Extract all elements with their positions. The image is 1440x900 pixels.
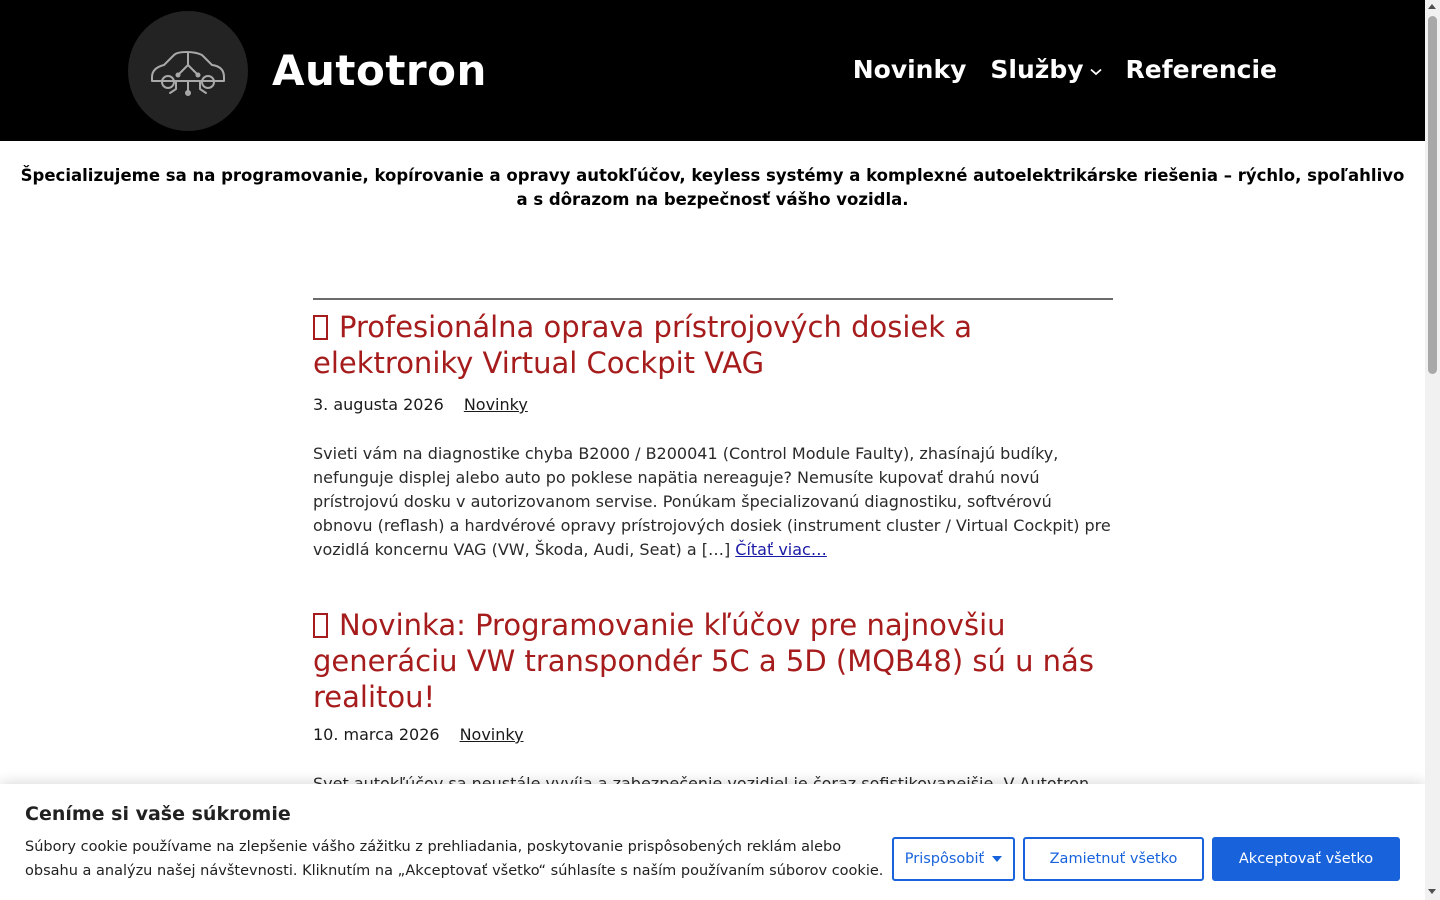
cookie-text: Súbory cookie používame na zlepšenie vášho zážitku z prehliadania, poskytovanie prispôsobených reklám alebo obsahu a analýzu našej návštevnosti. Kliknutím na „Akceptovať všetko“ súhlasíte s naším používaním súborov cookie. — [25, 839, 884, 879]
cookie-customize-button[interactable] — [892, 837, 1015, 881]
post-title-text: Profesionálna oprava prístrojových dosiek a elektroniky Virtual Cockpit VAG — [313, 310, 973, 380]
cookie-reject-all-button[interactable]: Zamietnuť všetko — [1023, 837, 1204, 881]
nav-item-label: Novinky — [852, 55, 967, 84]
post-title-text: Novinka: Programovanie kľúčov pre najnovšiu generáciu VW transpondér 5C a 5D (MQB48) sú u nás realitou! — [313, 608, 1094, 714]
site-header — [0, 0, 1425, 141]
main-navigation — [853, 52, 1277, 88]
post-item — [313, 309, 1113, 562]
post-list — [313, 298, 1113, 796]
cookie-accept-all-button[interactable]: Akceptovať všetko — [1212, 837, 1400, 881]
post-item — [313, 607, 1113, 796]
post-excerpt-text: Svieti vám na diagnostike chyba B2000 / B200041 (Control Module Faulty), zhasínajú budíky, nefunguje displej alebo auto po poklese napätia nereaguje? Nemusíte kupovať drahú novú prístrojovú dosku v autorizovanom servise. Ponúkam špecializovanú diagnostiku, softvérovú obnovu (reflash) a hardvérové opravy prístrojových dosiek (instrument cluster / Virtual Cockpit) pre vozidlá koncernu VAG (VW, Škoda, Audi, Seat) a […] — [313, 444, 1111, 559]
post-category-link[interactable]: Novinky — [463, 395, 528, 414]
post-meta — [313, 724, 1113, 746]
caret-down-icon — [992, 856, 1002, 862]
post-excerpt — [313, 442, 1113, 562]
post-date: 3. augusta 2026 — [313, 395, 444, 414]
missing-glyph-icon — [313, 613, 328, 638]
post-date: 10. marca 2026 — [313, 725, 440, 744]
nav-item-sluzby[interactable] — [990, 52, 1101, 88]
post-meta — [313, 394, 1113, 416]
cookie-customize-label: Prispôsobiť — [904, 851, 985, 867]
site-logo[interactable] — [128, 11, 248, 131]
chevron-down-icon — [1090, 68, 1102, 76]
post-category-link[interactable]: Novinky — [459, 725, 524, 744]
missing-glyph-icon — [313, 315, 328, 340]
nav-item-referencie[interactable] — [1126, 52, 1277, 88]
nav-item-novinky[interactable] — [853, 52, 967, 88]
cookie-consent-banner — [0, 784, 1425, 900]
cookie-title: Ceníme si vaše súkromie — [25, 803, 291, 825]
car-circuit-logo-icon — [148, 45, 228, 97]
scroll-down-arrow-icon[interactable] — [1428, 889, 1436, 894]
post-title-link[interactable] — [313, 607, 1113, 715]
nav-item-label: Referencie — [1125, 55, 1277, 84]
site-tagline: Špecializujeme sa na programovanie, kopírovanie a opravy autokľúčov, keyless systémy a komplexné autoelektrikárske riešenia – rýchlo, spoľahlivo a s dôrazom na bezpečnosť vášho vozidla. — [20, 166, 1405, 209]
post-title-link[interactable] — [313, 309, 1113, 381]
read-more-link[interactable]: Čítať viac… — [735, 540, 827, 559]
scroll-up-arrow-icon[interactable] — [1428, 4, 1436, 9]
scrollbar-thumb[interactable] — [1428, 16, 1437, 374]
page-scrollbar[interactable] — [1425, 0, 1440, 900]
nav-item-label: Služby — [990, 55, 1084, 84]
site-title[interactable]: Autotron — [272, 46, 487, 95]
